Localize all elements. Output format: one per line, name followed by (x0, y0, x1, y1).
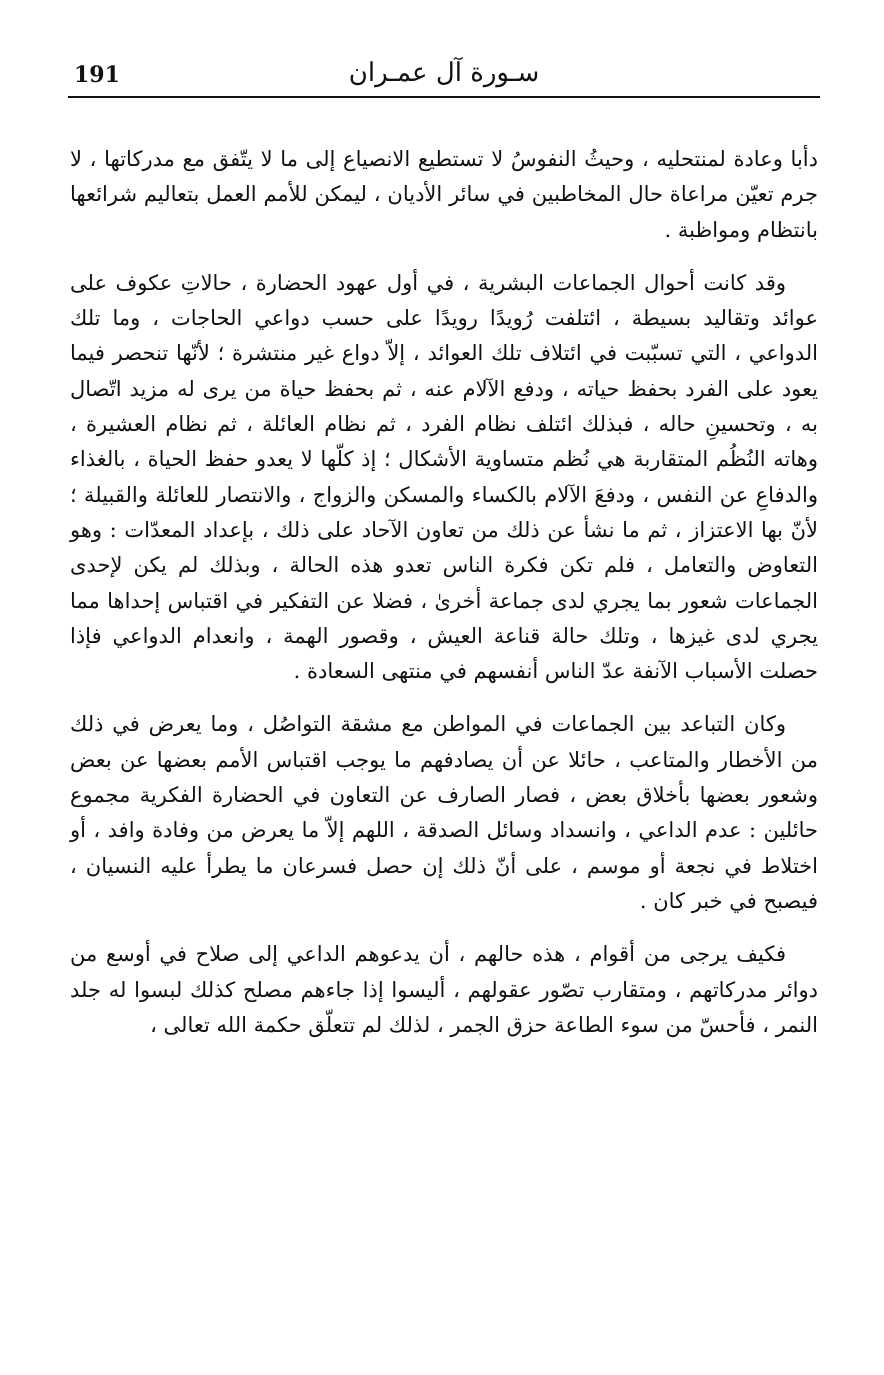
paragraph: وقد كانت أحوال الجماعات البشرية ، في أول عهود الحضارة ، حالاتِ عكوف على عوائد وتقاليد بسيطة ، ائتلفت رُويدًا رويدًا على حسب دواعي الحاجات ، وما تلك الدواعي ، التي تسبّبت في ائتلاف تلك العوائد ، إلاّ دواع غير منتشرة ؛ لأنّها تنحصر فيما يعود على الفرد بحفظ حياته ، ودفع الآلام عنه ، ثم بحفظ حياة من يرى له مزيد اتّصال به ، وتحسينِ حاله ، فبذلك ائتلف نظام الفرد ، ثم نظام العائلة ، ثم نظام العشيرة ، وهاته النُظُم المتقاربة هي نُظم متساوية الأشكال ؛ إذ كلّها لا يعدو حفظ الحياة ، بالغذاء والدفاعِ عن النفس ، ودفعَ الآلام بالكساء والمسكن والزواج ، والانتصار للعائلة والقبيلة ؛ لأنّ بها الاعتزاز ، ثم ما نشأ عن ذلك من تعاون الآحاد على ذلك ، بإعداد المعدّات : وهو التعاوض والتعامل ، فلم تكن فكرة الناس تعدو هذه الحالة ، وبذلك لم يكن لإحدى الجماعات شعور بما يجري لدى جماعة أخرىٰ ، فضلا عن التفكير في اقتباس إحداها مما يجري لدى غيزها ، وتلك حالة قناعة العيش ، وقصور الهمة ، وانعدام الدواعي فإذا حصلت الأسباب الآنفة عدّ الناس أنفسهم في منتهى السعادة . (70, 270, 818, 684)
paragraph: وكان التباعد بين الجماعات في المواطن مع مشقة التواصُل ، وما يعرض في ذلك من الأخطار والمتاعب ، حائلا عن أن يصادفهم ما يوجب اقتباس الأمم بعضها عن بعض وشعور بعضها بأخلاق بعض ، فصار الصارف عن التعاون في الحضارة الفكرية مجموع حائلين : عدم الداعي ، وانسداد وسائل الصدقة ، اللهم إلاّ ما يعرض من وفادة وافد ، أو اختلاط في نجعة أو موسم ، على أنّ ذلك إن حصل فسرعان ما يطرأ عليه النسيان ، فيصبح في خبر كان . (70, 712, 818, 913)
running-title: سـورة آل عمـران (348, 58, 540, 88)
body-text (70, 142, 818, 1043)
paragraph: فكيف يرجى من أقوام ، هذه حالهم ، أن يدعوهم الداعي إلى صلاح في أوسع من دوائر مدركاتهم ، ومتقارب تصّور عقولهم ، أليسوا إذا جاءهم مصلح كذلك لبسوا له جلد النمر ، فأحسّ من سوء الطاعة حزق الجمر ، لذلك لم تتعلّق حكمة الله تعالى ، (70, 942, 818, 1037)
paragraph: دأبا وعادة لمنتحليه ، وحيثُ النفوسُ لا تستطيع الانصياع إلى ما لا يتّفق مع مدركاتها ، لا جرم تعيّن مراعاة حال المخاطبين في سائر الأديان ، ليمكن للأمم العمل بتعاليم شرائعها بانتظام ومواظبة . (70, 147, 818, 242)
header-rule (68, 96, 820, 98)
page-number: 191 (74, 62, 120, 88)
page-header (68, 56, 820, 92)
